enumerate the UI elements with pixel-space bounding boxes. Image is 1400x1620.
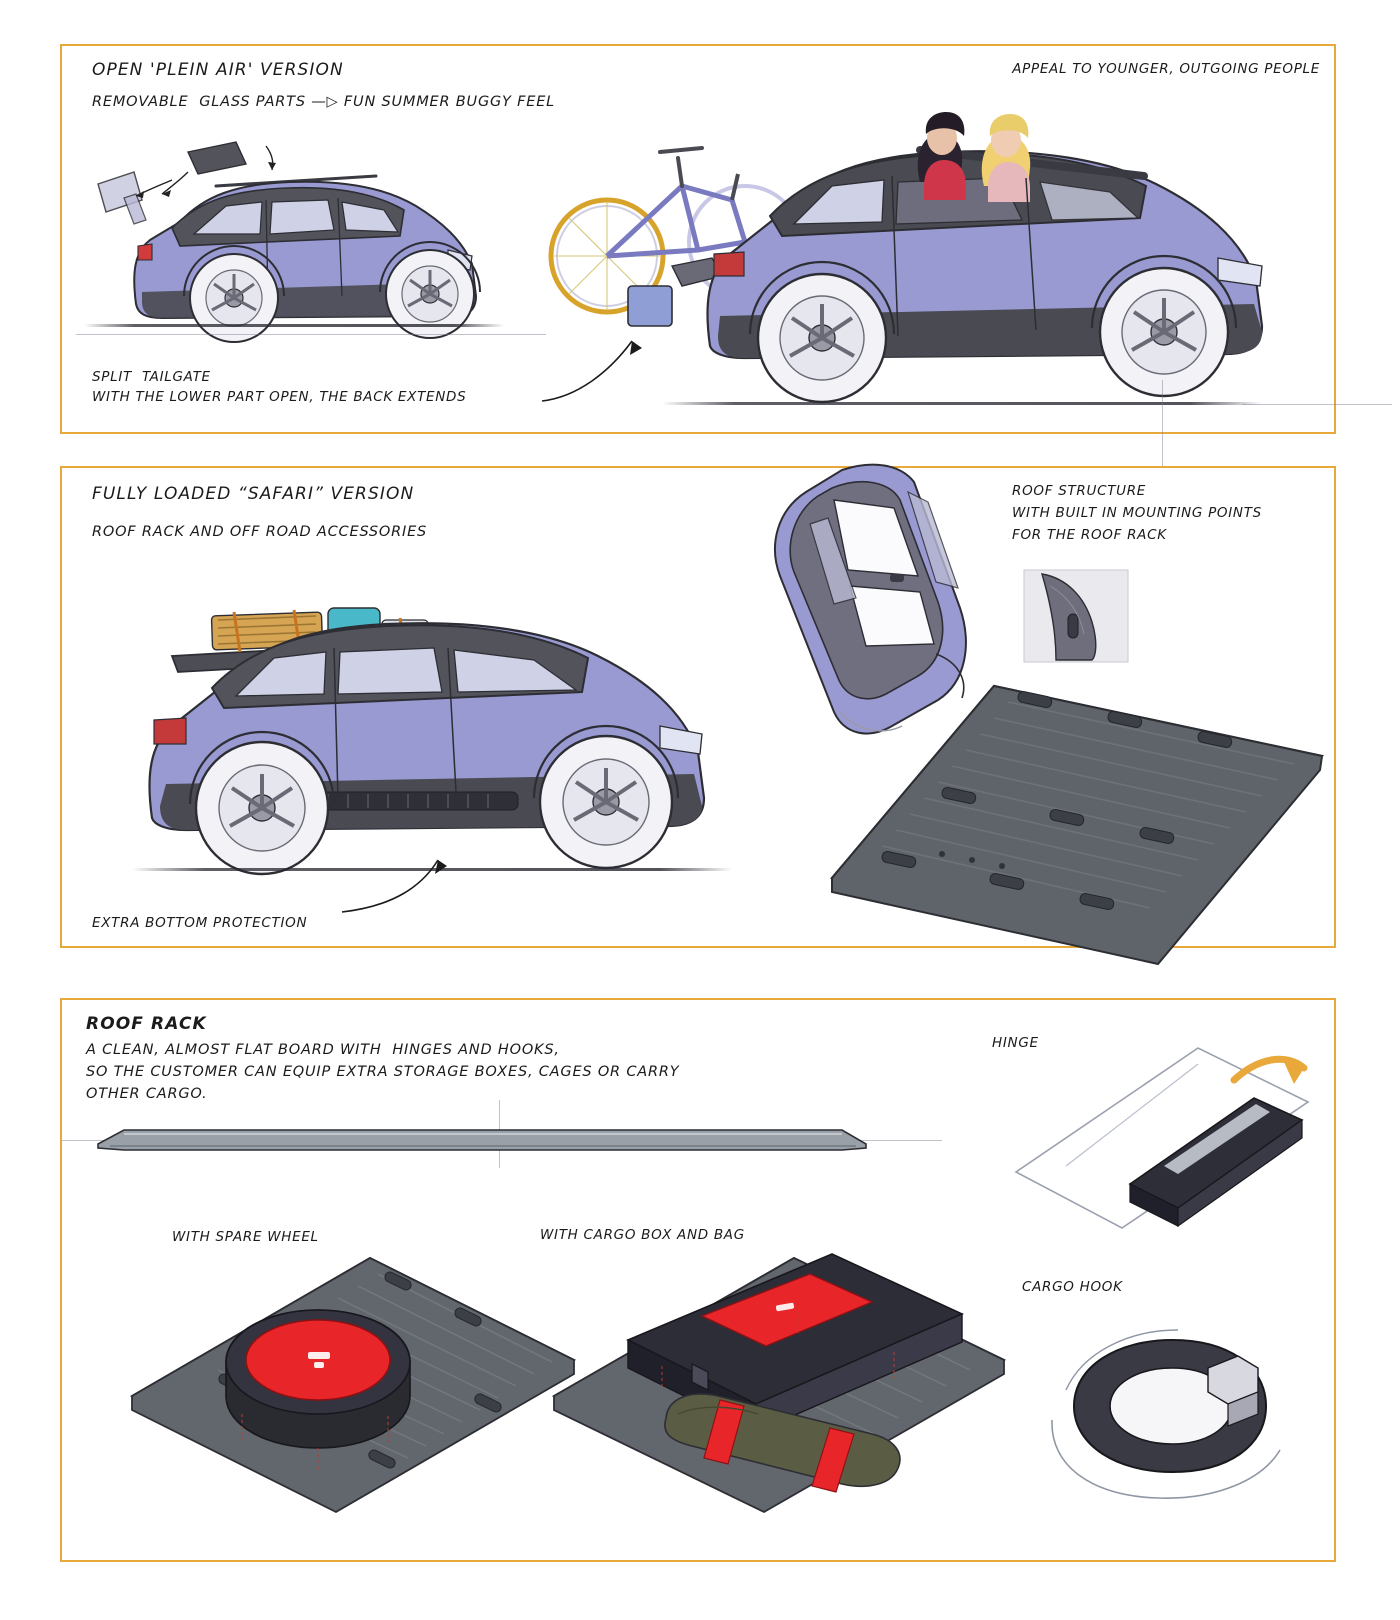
roof-rack-flat-profile (90, 1118, 880, 1162)
rack-with-cargo-box-and-bag (542, 1248, 1012, 1540)
roof-structure-detail (1022, 568, 1132, 668)
panel3-title: ROOF RACK (86, 1014, 207, 1034)
caption-cargo-hook: CARGO HOOK (1022, 1279, 1123, 1295)
construction-line-vertical (1162, 380, 1163, 466)
panel1-bottom-note-2: WITH THE LOWER PART OPEN, THE BACK EXTENDS (92, 389, 467, 405)
car-small-side-view (76, 124, 496, 344)
panel3-desc-1: A CLEAN, ALMOST FLAT BOARD WITH HINGES AND HOOKS, (86, 1042, 560, 1058)
bottom-protection-arrow (132, 838, 432, 928)
rack-with-spare-wheel (122, 1250, 582, 1540)
ground-guide-line (76, 334, 546, 335)
roof-rack-board-iso (822, 678, 1332, 968)
car-large-side-view-open (532, 90, 1322, 420)
panel3-desc-2: SO THE CUSTOMER CAN EQUIP EXTRA STORAGE BOXES, CAGES OR CARRY (86, 1064, 680, 1080)
spare-wheel (226, 1310, 410, 1448)
wheel-front-large (1100, 268, 1228, 396)
caption-with-spare-wheel: WITH SPARE WHEEL (172, 1229, 319, 1245)
panel2-bottom-note: EXTRA BOTTOM PROTECTION (92, 915, 308, 931)
ground-shadow-small-car (84, 324, 504, 327)
panel3-desc-3: OTHER CARGO. (86, 1086, 208, 1102)
panel2-title: FULLY LOADED “SAFARI” VERSION (92, 484, 415, 504)
ground-guide-line-right (1242, 404, 1392, 405)
ground-shadow-large-car (662, 402, 1262, 405)
panel1-title: OPEN 'PLEIN AIR' VERSION (92, 60, 344, 80)
panel2-right-note-1: ROOF STRUCTURE (1012, 483, 1147, 499)
panel1-subtitle: REMOVABLE GLASS PARTS —▷ FUN SUMMER BUGGY FEEL (92, 94, 556, 110)
panel2-subtitle: ROOF RACK AND OFF ROAD ACCESSORIES (92, 524, 428, 540)
hinge-detail (1002, 1020, 1322, 1240)
panel-plein-air (60, 44, 1336, 434)
wheel-front-safari (540, 736, 672, 868)
panel-safari (60, 466, 1336, 948)
panel2-right-note-3: FOR THE ROOF RACK (1012, 527, 1167, 543)
wheel-rear-large (758, 274, 886, 402)
panel1-top-right-note: APPEAL TO YOUNGER, OUTGOING PEOPLE (1012, 61, 1320, 77)
panel-roof-rack (60, 998, 1336, 1562)
panel1-bottom-note-1: SPLIT TAILGATE (92, 369, 211, 385)
wheel-rear (190, 254, 278, 342)
cargo-hook-detail (1022, 1310, 1322, 1530)
caption-hinge: HINGE (992, 1035, 1039, 1051)
caption-with-cargo-box: WITH CARGO BOX AND BAG (540, 1227, 745, 1243)
panel2-right-note-2: WITH BUILT IN MOUNTING POINTS (1012, 505, 1262, 521)
